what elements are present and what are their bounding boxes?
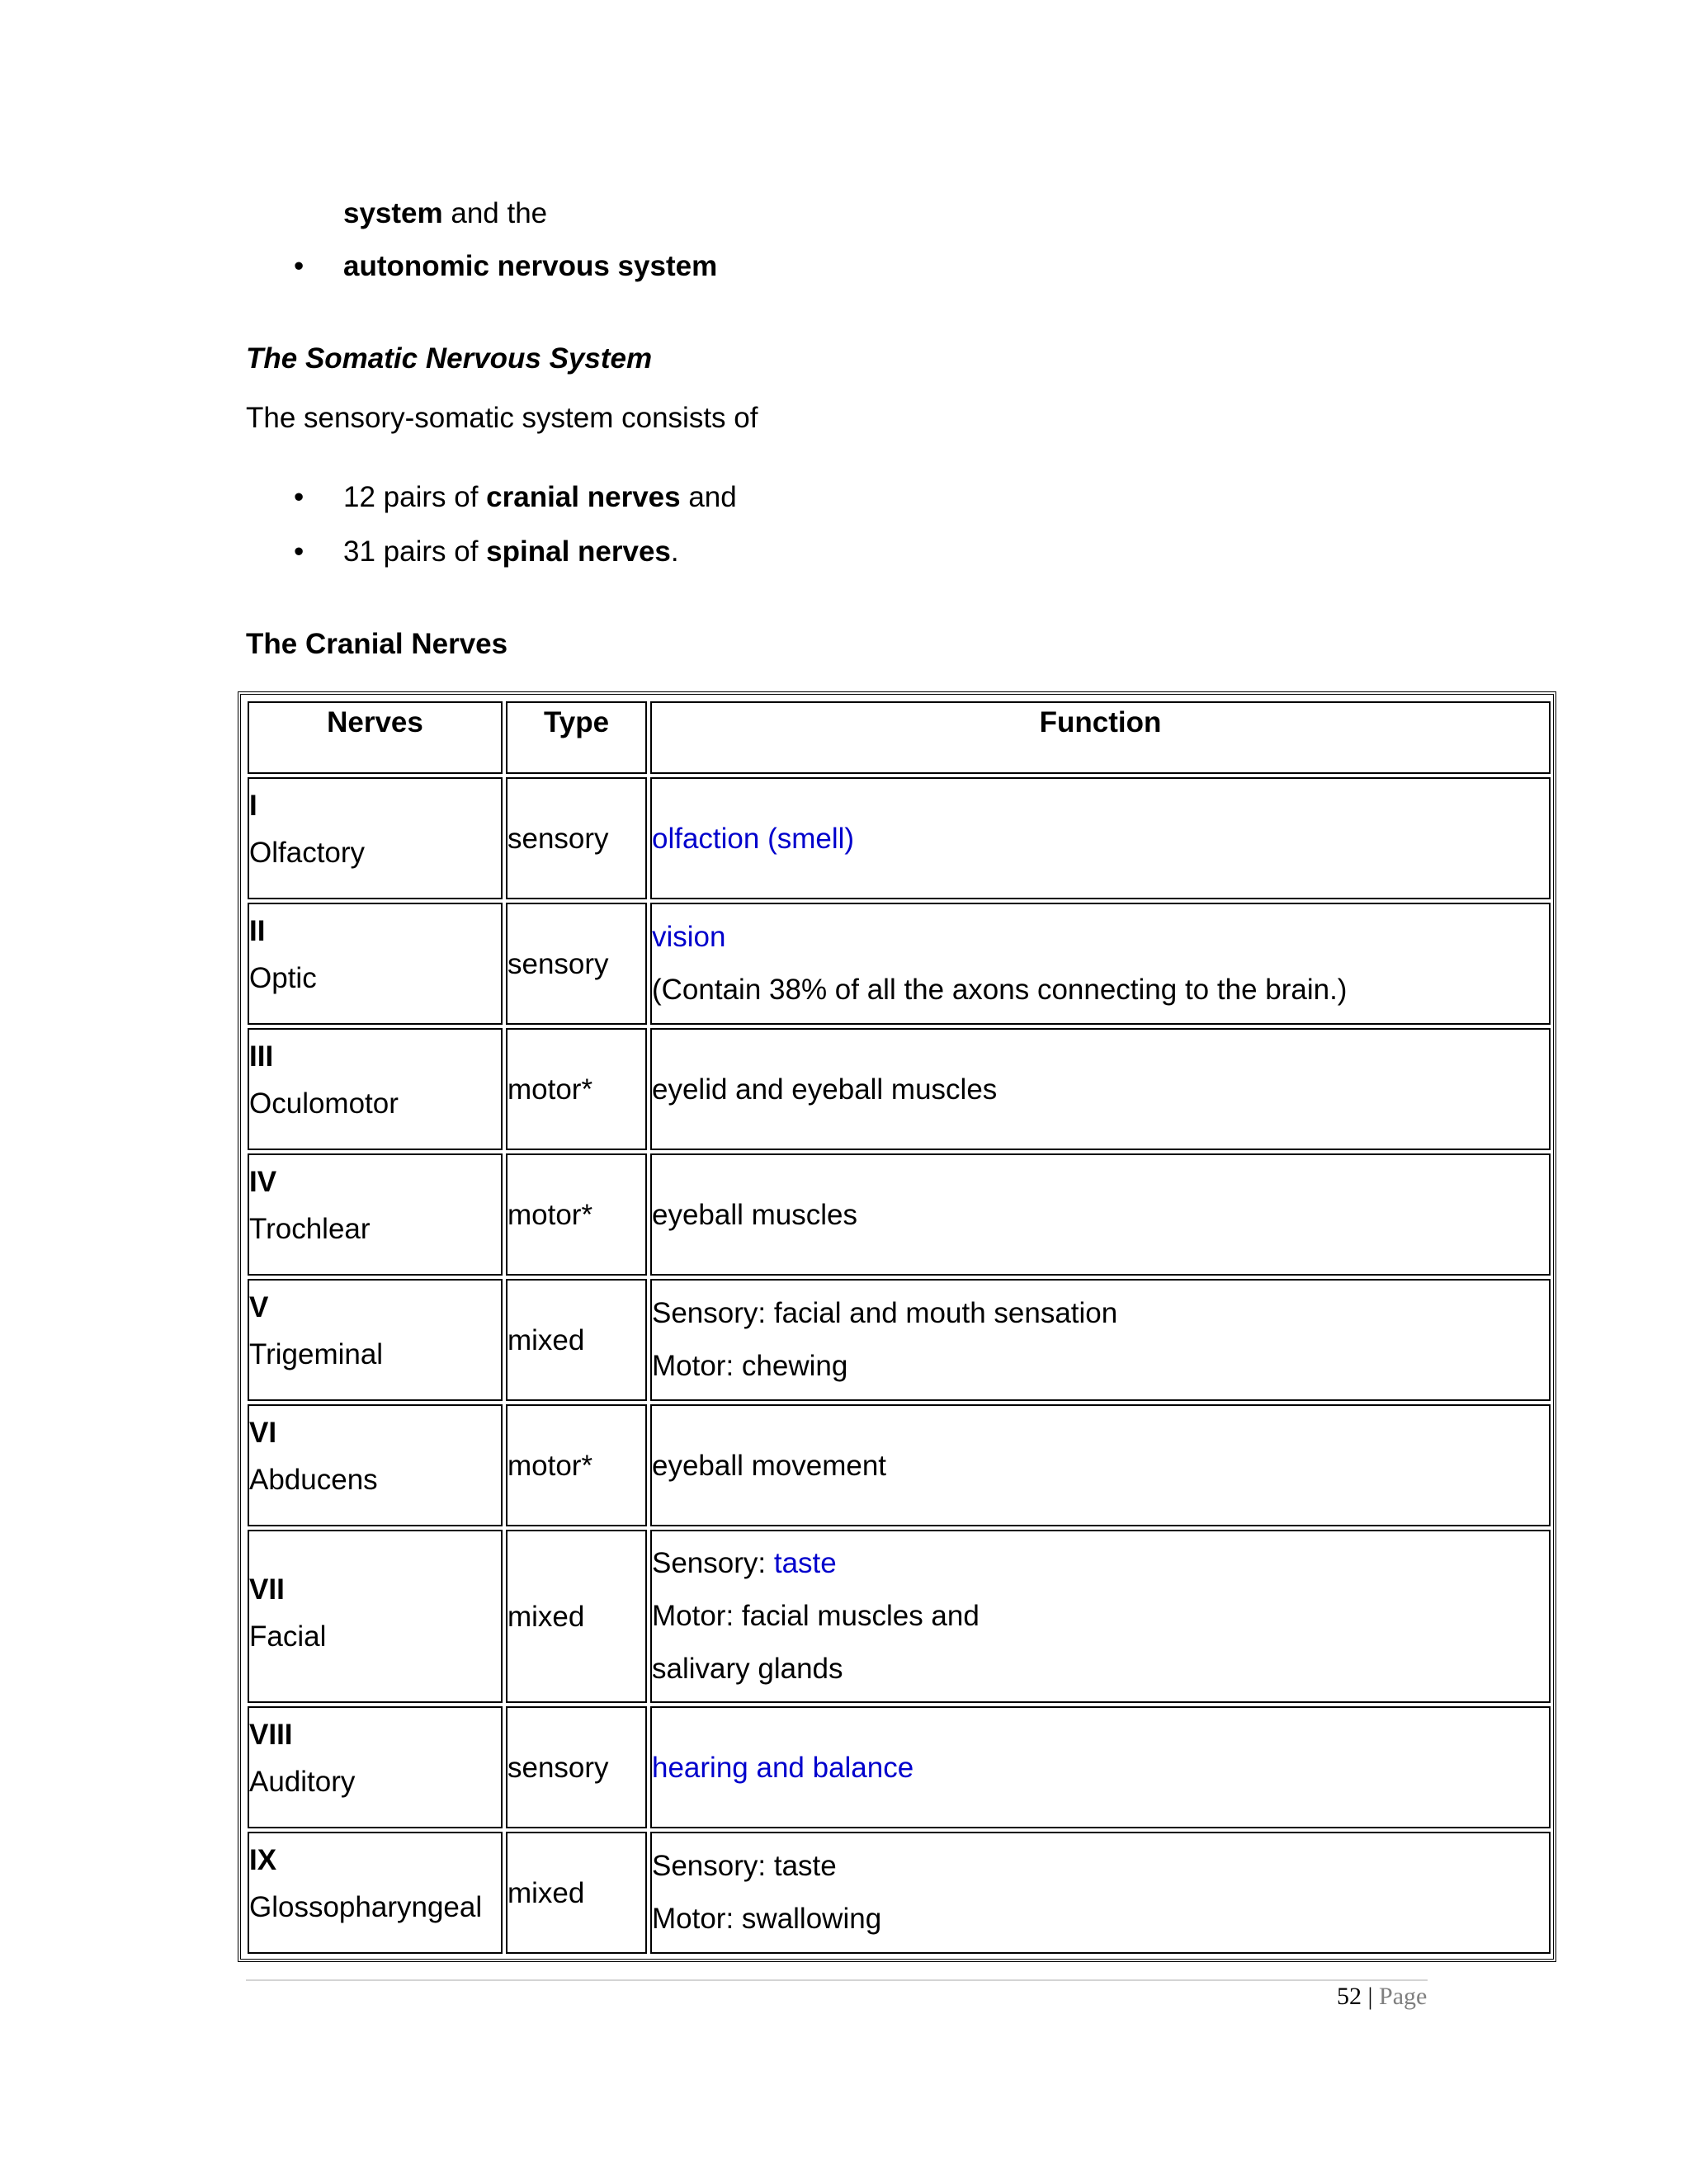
table-header-row [248,701,1551,774]
nerve-name: Optic [249,962,317,994]
table-row [248,1153,1551,1276]
bullet-autonomic [343,249,717,284]
table-row [248,903,1551,1025]
table-row [248,1530,1551,1703]
nerve-numeral: VIII [249,1719,293,1751]
type-cell: motor* [506,1404,647,1526]
bullet-cranial-bold: cranial nerves [486,481,681,513]
function-cell [650,777,1551,899]
type-cell: sensory [506,1706,647,1828]
nerve-cell [248,903,503,1025]
function-line [652,1537,1549,1590]
nerve-name: Trochlear [249,1213,371,1245]
type-cell: sensory [506,903,647,1025]
nerve-numeral: I [249,790,257,822]
function-cell [650,903,1551,1025]
page-number: 52 [1337,1983,1362,2010]
nerve-cell [248,1530,503,1703]
footer-divider [246,1979,1428,1981]
function-line: Motor: swallowing [652,1903,882,1935]
nerve-cell [248,1028,503,1150]
nerve-numeral: V [249,1291,269,1323]
function-link[interactable]: taste [773,1547,837,1579]
nerve-numeral: IV [249,1166,277,1198]
header-nerves: Nerves [248,701,503,774]
nerve-name: Abducens [249,1464,378,1496]
nerve-name: Olfactory [249,837,366,869]
nerve-cell [248,1706,503,1828]
nerve-numeral: VI [249,1417,277,1449]
function-cell: eyeball muscles [650,1153,1551,1276]
bullet-autonomic-text: autonomic nervous system [343,250,718,282]
nerve-numeral: II [249,915,266,947]
type-cell: motor* [506,1153,647,1276]
function-cell: eyelid and eyeball muscles [650,1028,1551,1150]
nerve-numeral: IX [249,1844,277,1876]
bullet-cranial-post: and [680,481,737,513]
header-type: Type [506,701,647,774]
nerve-name: Glossopharyngeal [249,1891,483,1923]
nerve-name: Facial [249,1620,327,1653]
nerve-cell [248,1404,503,1526]
bullet-spinal-bold: spinal nerves [486,535,671,568]
function-line: salivary glands [652,1653,843,1685]
intro-bold: system [343,197,443,229]
page-label: Page [1379,1983,1428,2010]
nerve-cell [248,1279,503,1401]
page-footer [1337,1980,1427,2013]
function-line: Sensory: taste [652,1850,837,1882]
nerve-cell [248,777,503,899]
somatic-intro: The sensory-somatic system consists of [246,402,758,434]
bullet-dot: • [294,250,304,282]
type-cell: mixed [506,1530,647,1703]
function-sensory-prefix: Sensory: [652,1547,774,1579]
nerve-numeral: VII [249,1573,285,1606]
function-link[interactable]: vision [652,921,726,953]
function-cell: eyeball movement [650,1404,1551,1526]
function-extra: (Contain 38% of all the axons connecting to the brain.) [652,974,1348,1006]
function-cell [650,1279,1551,1401]
function-line: Motor: chewing [652,1350,848,1382]
function-link[interactable]: olfaction (smell) [652,822,855,855]
footer-separator: | [1362,1983,1380,2010]
function-cell [650,1530,1551,1703]
table-row [248,1404,1551,1526]
table-row [248,1028,1551,1150]
section-heading-somatic: The Somatic Nervous System [246,342,653,375]
type-cell: motor* [506,1028,647,1150]
nerve-numeral: III [249,1040,274,1073]
type-cell: mixed [506,1832,647,1954]
intro-line [343,196,547,231]
nerve-name: Oculomotor [249,1087,399,1120]
table-row [248,1706,1551,1828]
nerve-name: Auditory [249,1766,356,1798]
intro-rest: and the [442,197,548,229]
bullet-cranial [343,480,737,515]
cranial-nerves-table-frame [238,691,1556,1962]
nerve-cell [248,1832,503,1954]
function-line: Motor: facial muscles and [652,1600,980,1632]
type-cell: sensory [506,777,647,899]
table-row [248,777,1551,899]
nerve-name: Trigeminal [249,1338,384,1370]
function-cell [650,1706,1551,1828]
type-cell: mixed [506,1279,647,1401]
function-line: Sensory: facial and mouth sensation [652,1297,1118,1329]
table-row [248,1279,1551,1401]
bullet-dot: • [294,481,304,513]
bullet-dot: • [294,535,304,568]
function-cell [650,1832,1551,1954]
function-link[interactable]: hearing and balance [652,1751,914,1784]
bullet-spinal [343,535,679,569]
table-row [248,1832,1551,1954]
bullet-spinal-post: . [670,535,679,568]
cranial-nerves-table [244,698,1554,1957]
header-function: Function [650,701,1551,774]
table-caption: The Cranial Nerves [246,628,508,660]
nerve-cell [248,1153,503,1276]
bullet-spinal-pre: 31 pairs of [343,535,487,568]
bullet-cranial-pre: 12 pairs of [343,481,487,513]
